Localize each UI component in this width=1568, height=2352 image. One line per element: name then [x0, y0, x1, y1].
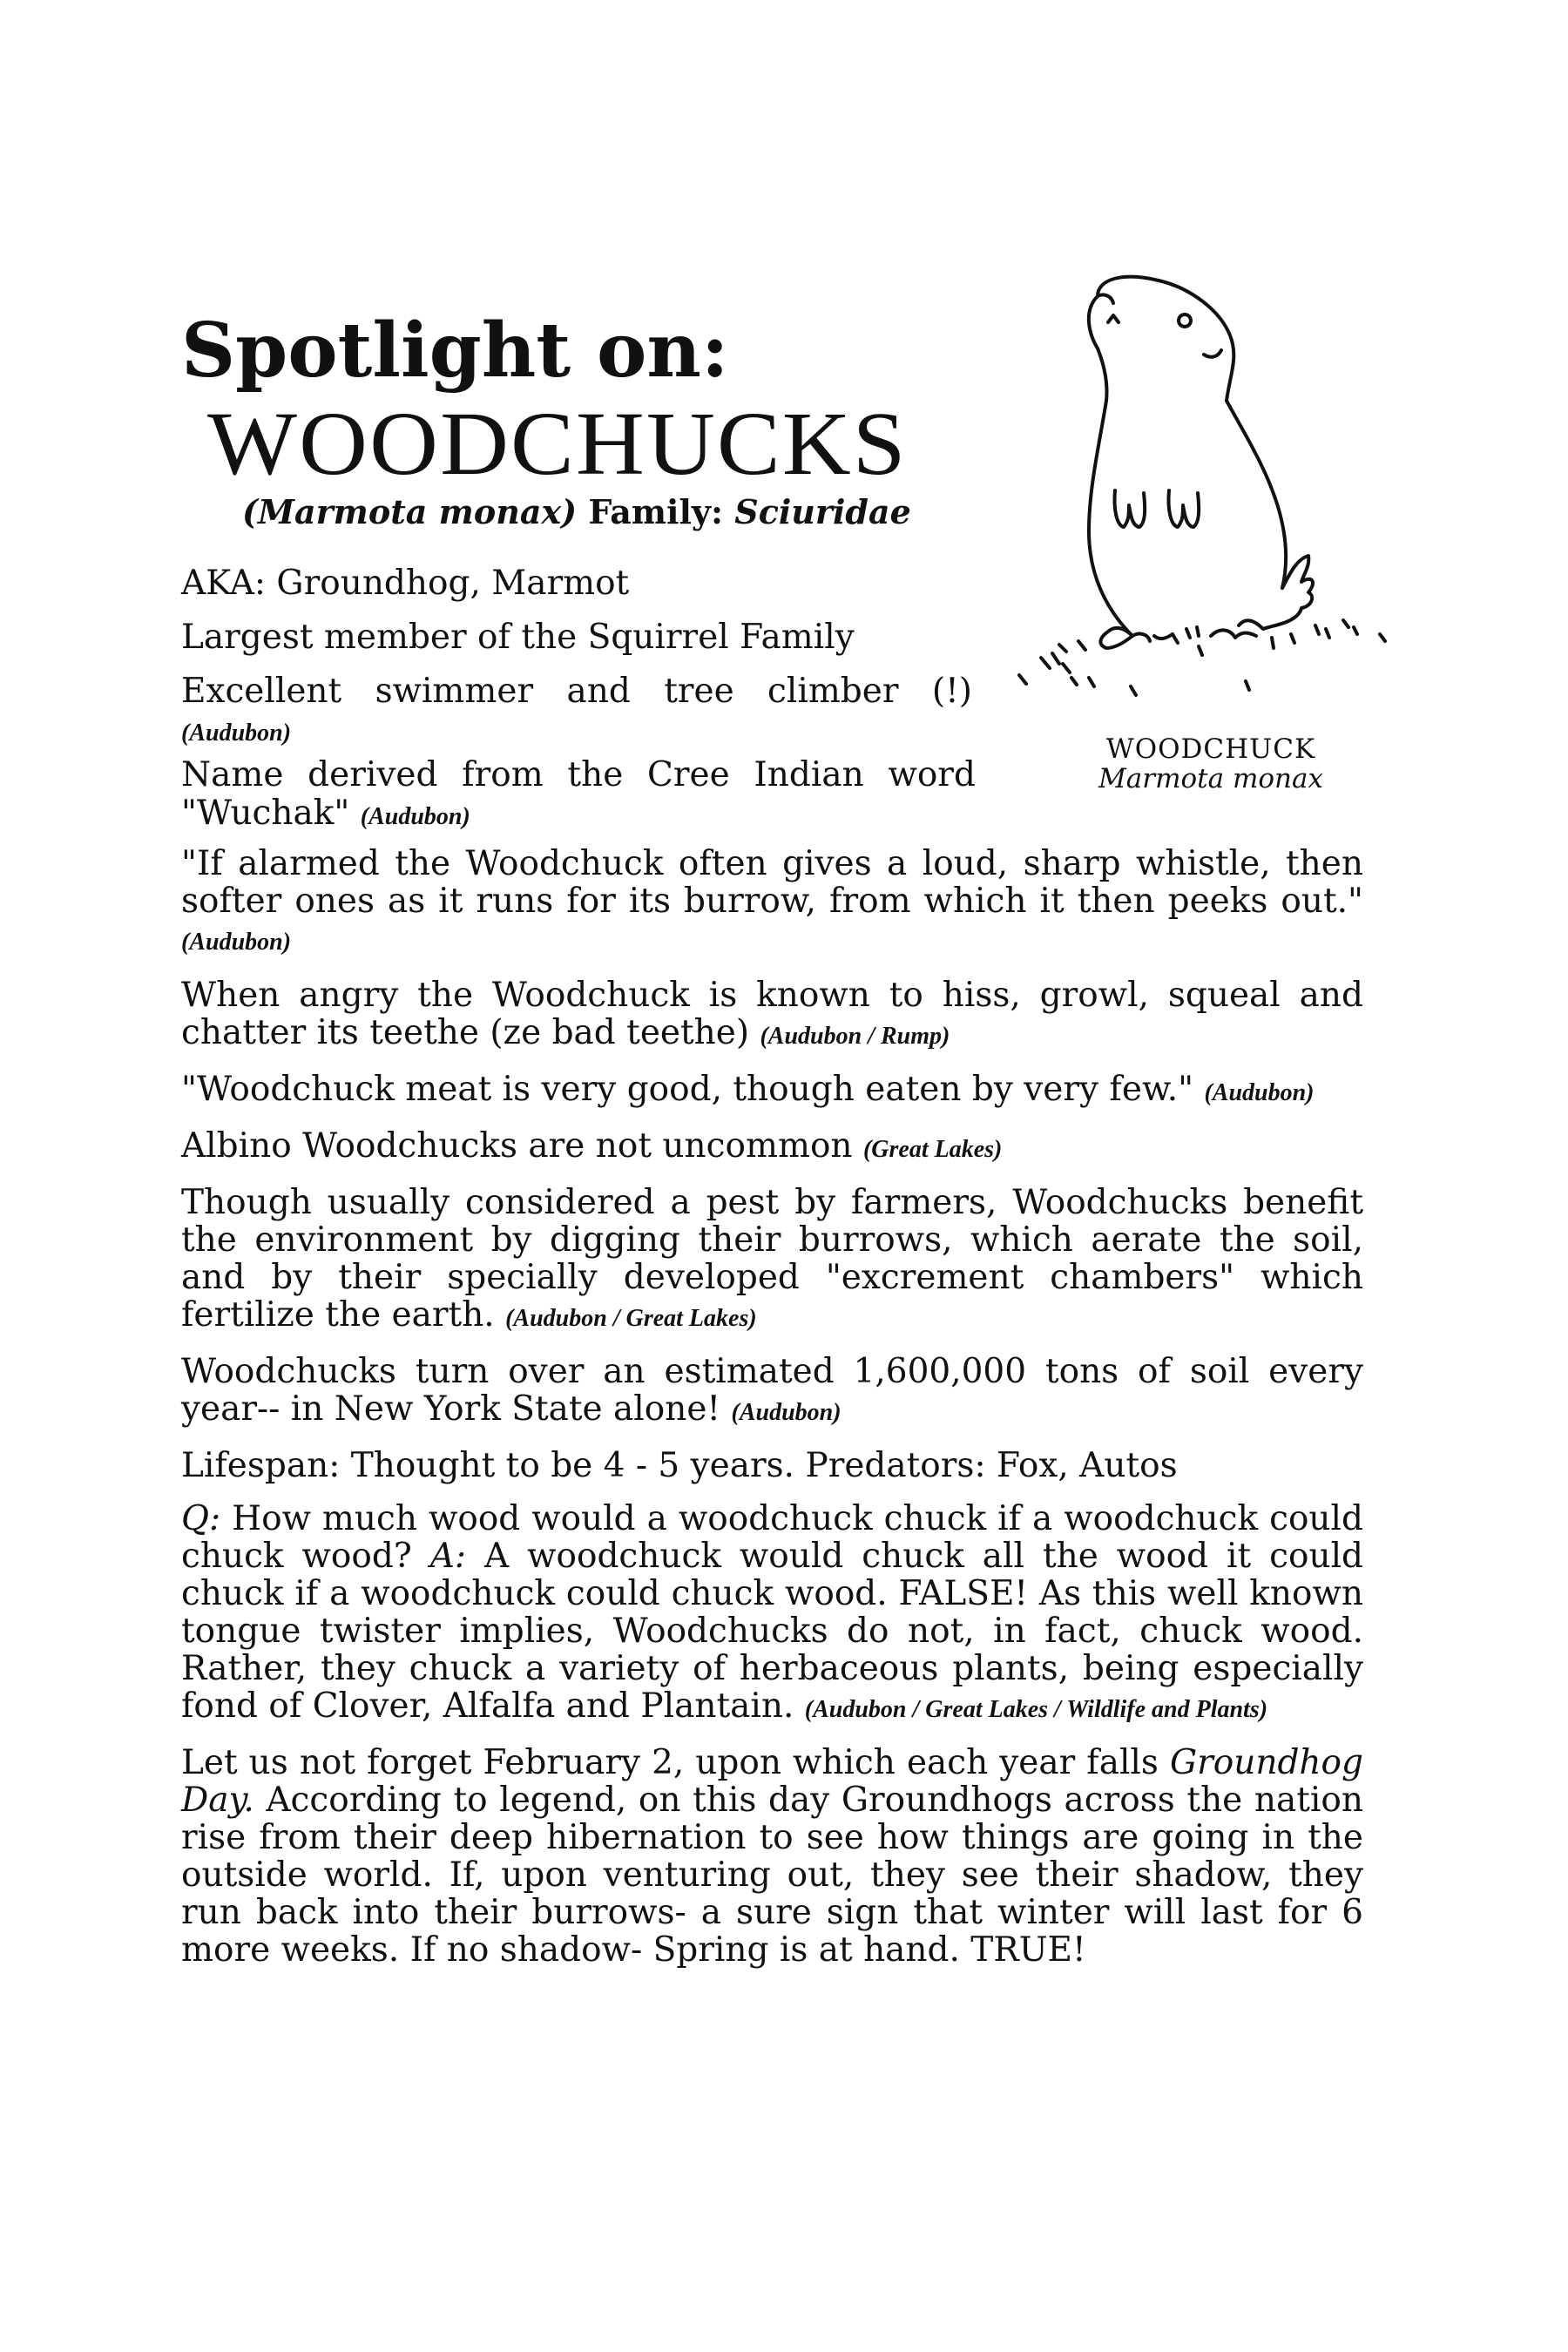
illustration-caption — [1085, 734, 1337, 794]
answer-label: A: — [429, 1537, 467, 1576]
paragraph-pest — [181, 1184, 1363, 1337]
citation: (Audubon) — [360, 803, 470, 830]
question-text: How much wood would a woodchuck chuck if a woodchuck could chuck wood? — [181, 1499, 1363, 1576]
paragraph-qa — [181, 1500, 1363, 1728]
family-value: Sciuridae — [734, 492, 911, 531]
paragraph-albino — [181, 1127, 1363, 1168]
word: climber — [767, 672, 899, 711]
citation: (Audubon) — [181, 720, 292, 747]
word: Indian — [754, 755, 864, 794]
paragraph-text: Let us not forget February 2, upon which each year falls — [181, 1743, 1159, 1782]
word: tree — [664, 672, 734, 711]
family-label: Family: — [588, 492, 724, 531]
word: word — [888, 755, 976, 794]
word: from — [462, 755, 544, 794]
fact-aka: AKA: Groundhog, Marmot — [181, 564, 630, 603]
question-label: Q: — [181, 1499, 221, 1538]
paragraph-meat — [181, 1071, 1363, 1112]
paragraph-text: Albino Woodchucks are not uncommon — [181, 1126, 853, 1166]
word: swimmer — [375, 672, 534, 711]
fact-swimmer — [181, 672, 983, 712]
caption-common-name: WOODCHUCK — [1105, 733, 1316, 765]
word: derived — [308, 755, 438, 794]
word: Excellent — [181, 672, 342, 711]
paragraph-angry — [181, 977, 1363, 1055]
fact-swimmer-citation — [181, 711, 983, 750]
paragraph-text: Lifespan: Thought to be 4 - 5 years. Predators: Fox, Autos — [181, 1446, 1178, 1485]
wuchak-word: "Wuchak" — [181, 794, 350, 833]
paragraph-text: "Woodchuck meat is very good, though eaten by very few." — [181, 1070, 1194, 1109]
citation: (Audubon) — [181, 929, 292, 956]
fact-largest: Largest member of the Squirrel Family — [181, 618, 855, 657]
groundhog-day-term: Groundhog Day. — [181, 1743, 1363, 1820]
citation: (Audubon) — [731, 1399, 841, 1426]
paragraph-text: Though usually considered a pest by farmers, Woodchucks benefit the environment by digging their burrows, which aerate the soil, and by their specially developed "excrement chambers" which fertilize the earth. — [181, 1183, 1363, 1335]
citation: (Audubon / Rump) — [760, 1023, 950, 1050]
woodchuck-drawing-icon — [1002, 261, 1411, 714]
paragraph-groundhog-day — [181, 1744, 1363, 1969]
taxonomy-line — [242, 494, 911, 531]
paragraph-soil — [181, 1353, 1363, 1431]
word: the — [567, 755, 624, 794]
word: (!) — [931, 672, 972, 711]
page-title: WOODCHUCKS — [207, 394, 908, 494]
article-body — [181, 845, 1363, 1984]
answer-text: A woodchuck would chuck all the wood it could chuck if a woodchuck could chuck wood. FALSE! As this well known tongue twister implies, Woodchucks do not, in fact, chuck wood. Rather, they chuck a variety of herbaceous plants, being especially fond of Clover, Alfalfa and Plantain. — [181, 1537, 1364, 1726]
scientific-name: (Marmota monax) — [242, 492, 578, 531]
paragraph-text: According to legend, on this day Groundhogs across the nation rise from their deep hibernation to see how things are going in the outside world. If, upon venturing out, they see their shadow, they run back into their burrows- a sure sign that winter will last for 6 more weeks. If no shadow- Spring is at hand. TRUE! — [181, 1781, 1363, 1970]
word: Cree — [647, 755, 730, 794]
paragraph-text: "If alarmed the Woodchuck often gives a loud, sharp whistle, then softer ones as it runs for its burrow, from which it then peeks out." — [181, 844, 1363, 921]
page-title-prefix: Spotlight on: — [181, 307, 729, 395]
citation: (Great Lakes) — [862, 1136, 1003, 1163]
citation: (Audubon / Great Lakes) — [505, 1305, 757, 1332]
fact-name-origin-cont — [181, 794, 983, 834]
paragraph-lifespan — [181, 1447, 1363, 1484]
citation: (Audubon / Great Lakes / Wildlife and Plants) — [804, 1696, 1268, 1723]
citation: (Audubon) — [1204, 1079, 1315, 1106]
paragraph-alarm — [181, 845, 1363, 961]
word: Name — [181, 755, 284, 794]
caption-scientific-name: Marmota monax — [1098, 763, 1323, 795]
paragraph-text: When angry the Woodchuck is known to hiss, growl, squeal and chatter its teethe (ze bad teethe) — [181, 976, 1363, 1052]
fact-name-origin — [181, 756, 983, 795]
word: and — [566, 672, 631, 711]
paragraph-text: Woodchucks turn over an estimated 1,600,000 tons of soil every year-- in New York State alone! — [181, 1352, 1363, 1429]
